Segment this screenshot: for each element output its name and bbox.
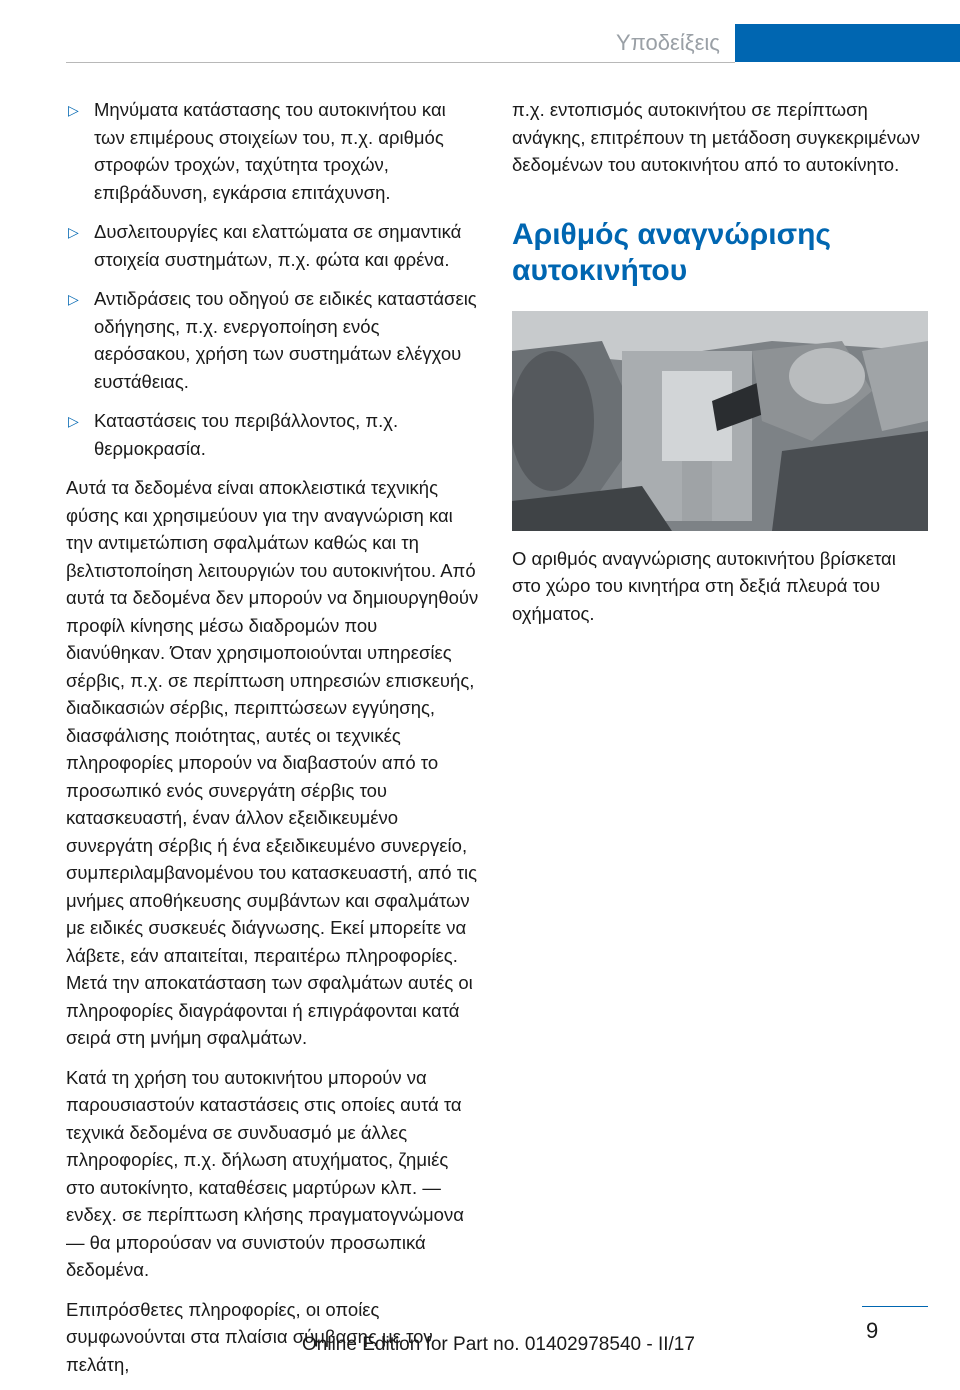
page-number: 9 [866, 1318, 879, 1343]
engine-bay-photo [512, 311, 928, 531]
page-header [0, 0, 960, 62]
header-accent-bar [735, 24, 960, 62]
list-item [66, 96, 480, 206]
list-item [66, 285, 480, 395]
header-divider [66, 62, 735, 63]
triangle-bullet-icon: ▷ [68, 413, 79, 429]
list-item-text: Αντιδράσεις του οδηγού σε ειδικές καταστάσεις οδήγησης, π.χ. ενεργοποίηση ενός αερόσακου, χρήση των συστημάτων ελέγχου ευστάθειας. [94, 288, 477, 392]
body-paragraph: π.χ. εντοπισμός αυτοκινήτου σε περίπτωση ανάγκης, επιτρέπουν τη μετάδοση συγκεκριμένων δεδομένων του αυτοκινήτου από το αυτοκίνητο. [512, 99, 920, 175]
edition-footer: Online Edition for Part no. 01402978540 - II/17 [302, 1334, 695, 1355]
list-item-text: Μηνύματα κατάστασης του αυτοκινήτου και των επιμέρους στοιχείων του, π.χ. αριθμός στροφών τροχών, ταχύτητα τροχών, επιβράδυνση, εγκάρσια επιτάχυνση. [94, 99, 446, 203]
right-column [512, 96, 928, 639]
section-title: Υποδείξεις [616, 30, 720, 55]
list-item [66, 407, 480, 462]
body-paragraph: Αυτά τα δεδομένα είναι αποκλειστικά τεχνικής φύσης και χρησιμεύουν για την αναγνώριση και την αντιμετώπιση σφαλμάτων καθώς και τη βελτιστοποίηση λειτουργιών του αυτοκινήτου. Από αυτά τα δεδομένα δεν μπορούν να δημιουργηθούν προφίλ κίνησης μέσω διαδρομών που διανύθηκαν. Όταν χρησιμοποιούνται υπηρεσίες σέρβις, π.χ. σε περίπτωση υπηρεσιών επισκευής, διαδικασιών σέρβις, περιπτώσεων εγγύησης, διασφάλισης ποιότητας, αυτές οι τεχνικές πληροφορίες μπορούν να διαβαστούν από το προσωπικό ενός συνεργάτη σέρβις του κατασκευαστή, έναν άλλον εξειδικευμένο συνεργάτη σέρβις ή ένα εξειδικευμένο συνεργείο, συμπεριλαμβανομένου του κατασκευαστή, από τις μνήμες αποθήκευσης συμβάντων και σφαλμάτων με ειδικές συσκευές διάγνωσης. Εκεί μπορείτε να λάβετε, εάν απαιτείται, περαιτέρω πληροφορίες. Μετά την αποκατάσταση των σφαλμάτων αυτές οι πληροφορίες διαγράφονται ή επιγράφονται κατά σειρά στη μνήμη σφαλμάτων. [66, 477, 479, 1048]
triangle-bullet-icon: ▷ [68, 224, 79, 240]
list-item [66, 218, 480, 273]
list-item-text: Δυσλειτουργίες και ελαττώματα σε σημαντικά στοιχεία συστημάτων, π.χ. φώτα και φρένα. [94, 221, 462, 270]
body-paragraph: Κατά τη χρήση του αυτοκινήτου μπορούν να παρουσιαστούν καταστάσεις στις οποίες αυτά τα τεχνικά δεδομένα σε συνδυασμό με άλλες πληροφορίες, π.χ. δήλωση ατυχήματος, ζημιές στο αυτοκίνητο, καταθέσεις μαρτύρων κλπ. — ενδεχ. σε περίπτωση κλήσης πραγματογνώμονα — θα μπορούσαν να συνιστούν προσωπικά δεδομένα. [66, 1066, 464, 1280]
section-heading: Αριθμός αναγνώρισης αυτοκινήτου [512, 217, 832, 287]
body-paragraph: Επιπρόσθετες πληροφορίες, οι οποίες συμφωνούνται στα πλαίσια σύμβασης με τον πελάτη, [66, 1298, 433, 1375]
photo-caption: Ο αριθμός αναγνώρισης αυτοκινήτου βρίσκεται στο χώρο του κινητήρα στη δεξιά πλευρά του οχήματος. [512, 547, 896, 624]
left-column [66, 96, 480, 1390]
triangle-bullet-icon: ▷ [68, 291, 79, 307]
triangle-bullet-icon: ▷ [68, 102, 79, 118]
footer-divider [862, 1306, 928, 1307]
list-item-text: Καταστάσεις του περιβάλλοντος, π.χ. θερμοκρασία. [94, 410, 399, 459]
